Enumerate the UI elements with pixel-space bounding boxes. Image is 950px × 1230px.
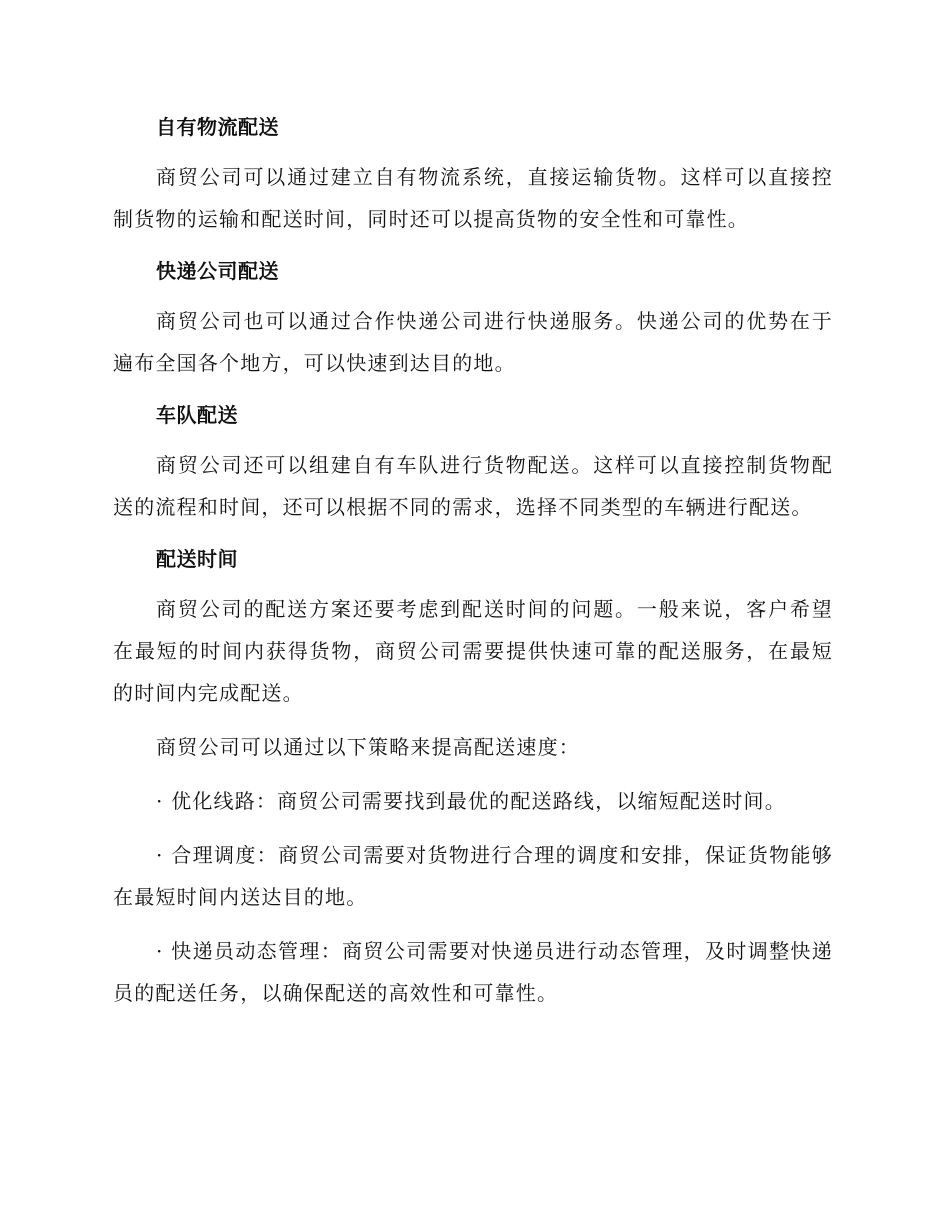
paragraph: 商贸公司的配送方案还要考虑到配送时间的问题。一般来说，客户希望在最短的时间内获得货物，商贸公司需要提供快速可靠的配送服务，在最短的时间内完成配送。 xyxy=(113,597,833,705)
paragraph: 商贸公司可以通过建立自有物流系统，直接运输货物。这样可以直接控制货物的运输和配送时间，同时还可以提高货物的安全性和可靠性。 xyxy=(113,165,833,231)
paragraph: 商贸公司也可以通过合作快递公司进行快递服务。快递公司的优势在于遍布全国各个地方，可以快速到达目的地。 xyxy=(113,309,833,375)
bullet-item: · 优化线路：商贸公司需要找到最优的配送路线，以缩短配送时间。 xyxy=(156,789,786,813)
section-heading: 自有物流配送 xyxy=(156,115,279,139)
paragraph: 商贸公司可以通过以下策略来提高配送速度： xyxy=(156,735,580,759)
section-heading: 快递公司配送 xyxy=(156,259,279,283)
bullet-item: · 快递员动态管理：商贸公司需要对快递员进行动态管理，及时调整快递员的配送任务，以确保配送的高效性和可靠性。 xyxy=(113,939,833,1005)
document-body xyxy=(113,108,833,1026)
bullet-item: · 合理调度：商贸公司需要对货物进行合理的调度和安排，保证货物能够在最短时间内送达目的地。 xyxy=(113,843,833,909)
section-heading: 配送时间 xyxy=(156,547,238,571)
paragraph: 商贸公司还可以组建自有车队进行货物配送。这样可以直接控制货物配送的流程和时间，还可以根据不同的需求，选择不同类型的车辆进行配送。 xyxy=(113,453,833,519)
section-heading: 车队配送 xyxy=(156,403,238,427)
